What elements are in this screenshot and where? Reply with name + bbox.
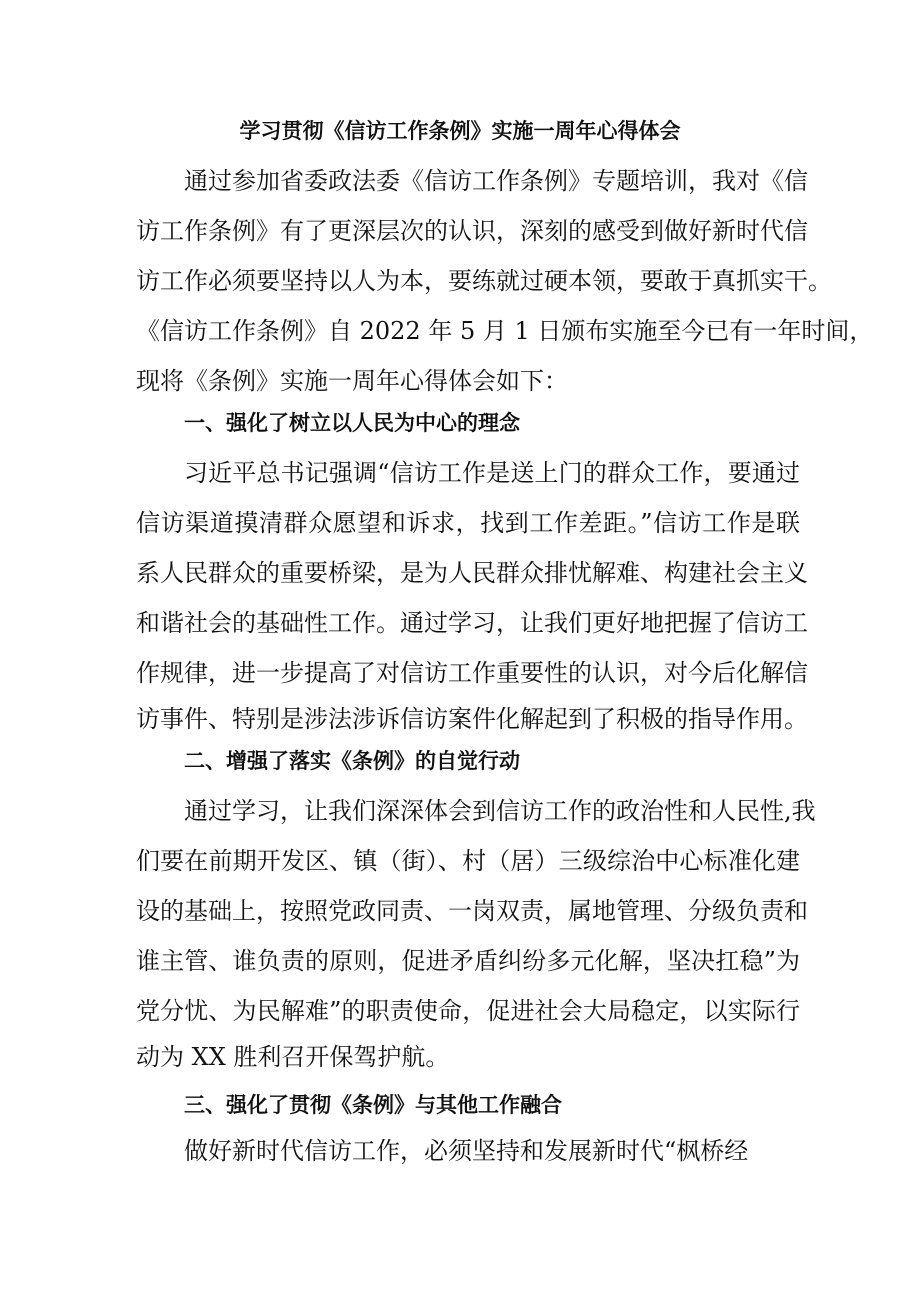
section-heading-3: 三、强化了贯彻《条例》与其他工作融合 (184, 1093, 562, 1117)
paragraph-line: 系人民群众的重要桥梁，是为人民群众排忧解难、构建社会主义 (136, 559, 808, 587)
paragraph-line: 访工作条例》有了更深层次的认识，深刻的感受到做好新时代信 (136, 217, 808, 245)
paragraph-line: 作规律，进一步提高了对信访工作重要性的认识，对今后化解信 (136, 659, 808, 687)
paragraph-line: 通过学习，让我们深深体会到信访工作的政治性和人民性,我 (184, 797, 816, 825)
paragraph-line: 访工作必须要坚持以人为本，要练就过硬本领，要敢于真抓实干。 (136, 267, 832, 295)
paragraph-line: 通过参加省委政法委《信访工作条例》专题培训，我对《信 (184, 167, 808, 195)
paragraph-line: 访事件、特别是涉法涉诉信访案件化解起到了积极的指导作用。 (136, 705, 808, 733)
paragraph-line: 党分忧、为民解难”的职责使命，促进社会大局稳定，以实际行 (136, 997, 800, 1025)
section-heading-2: 二、增强了落实《条例》的自觉行动 (184, 749, 520, 773)
document-title: 学习贯彻《信访工作条例》实施一周年心得体会 (239, 119, 681, 143)
paragraph-line: 《信访工作条例》自 2022 年 5 月 1 日颁布实施至今已有一年时间， (136, 317, 874, 345)
paragraph-line: 习近平总书记强调“信访工作是送上门的群众工作，要通过 (184, 459, 800, 487)
paragraph-line: 动为 XX 胜利召开保驾护航。 (136, 1043, 450, 1071)
paragraph-line: 做好新时代信访工作，必须坚持和发展新时代“枫桥经 (184, 1137, 749, 1165)
section-heading-1: 一、强化了树立以人民为中心的理念 (184, 411, 520, 435)
paragraph-line: 信访渠道摸清群众愿望和诉求，找到工作差距。”信访工作是联 (136, 509, 800, 537)
paragraph-line: 现将《条例》实施一周年心得体会如下： (136, 367, 568, 395)
paragraph-line: 和谐社会的基础性工作。通过学习，让我们更好地把握了信访工 (136, 609, 808, 637)
paragraph-line: 们要在前期开发区、镇（街）、村（居）三级综治中心标准化建 (136, 847, 800, 875)
paragraph-line: 谁主管、谁负责的原则，促进矛盾纠纷多元化解，坚决扛稳”为 (136, 947, 800, 975)
paragraph-line: 设的基础上，按照党政同责、一岗双责，属地管理、分级负责和 (136, 897, 808, 925)
